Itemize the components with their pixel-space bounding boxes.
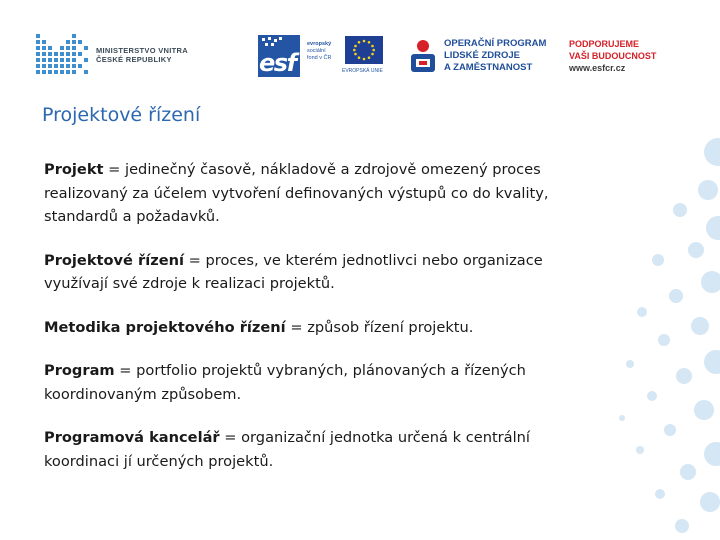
op-line-3: A ZAMĚSTNANOST	[444, 62, 533, 73]
op-line-1: OPERAČNÍ PROGRAM	[444, 38, 547, 49]
support-url[interactable]: www.esfcr.cz	[569, 63, 626, 73]
esf-sub-3: fond v ČR	[307, 55, 332, 61]
definitions	[44, 158, 604, 493]
support-line-1: PODPORUJEME	[569, 39, 640, 49]
eu-flag-icon	[345, 36, 383, 64]
ministry-logo	[36, 34, 196, 78]
esf-subtitle	[307, 41, 331, 62]
esf-logo	[258, 35, 394, 77]
definition-term: Program	[44, 362, 115, 379]
esf-sub-2: sociální	[307, 48, 326, 54]
header	[0, 0, 720, 95]
esf-word: esf	[259, 49, 296, 77]
op-lzz-logo	[408, 35, 558, 79]
esf-sub-1: evropský	[307, 41, 332, 47]
definition-term: Metodika projektového řízení	[44, 318, 286, 336]
esf-mark	[258, 35, 300, 77]
definition-term: Projektové řízení	[44, 251, 185, 269]
definition-projektove-rizeni	[44, 249, 604, 296]
op-lzz-text	[444, 38, 546, 74]
ministry-dots-icon	[36, 34, 92, 78]
ministry-line-1: MINISTERSTVO VNITRA	[96, 46, 188, 55]
support-slogan	[569, 38, 656, 74]
ministry-name	[96, 46, 188, 64]
support-line-2: VAŠI BUDOUCNOST	[569, 51, 657, 61]
definition-text: = proces, ve kterém jednotlivci nebo organizace využívají své zdroje k realizaci projektů.	[44, 251, 543, 292]
definition-text: = jedinečný časově, nákladově a zdrojově omezený proces realizovaný za účelem vytvoření definovaných výstupů co do kvality, standardů a požadavků.	[44, 161, 549, 225]
definition-text: = organizační jednotka určená k centrální koordinaci jí určených projektů.	[44, 429, 530, 470]
definition-term: Programová kancelář	[44, 429, 220, 446]
page-title: Projektové řízení	[42, 104, 201, 126]
ministry-line-2: ČESKÉ REPUBLIKY	[96, 55, 172, 64]
op-lzz-person-icon	[408, 37, 438, 75]
eu-label: EVROPSKÁ UNIE	[342, 68, 383, 74]
definition-programova-kancelar	[44, 426, 604, 473]
op-line-2: LIDSKÉ ZDROJE	[444, 50, 521, 61]
definition-program	[44, 359, 604, 406]
definition-text: = portfolio projektů vybraných, plánovaných a řízených koordinovaným způsobem.	[44, 362, 526, 403]
definition-metodika	[44, 316, 604, 340]
definition-term: Projekt	[44, 161, 104, 178]
decorative-dots-icon	[600, 100, 720, 540]
definition-projekt	[44, 158, 604, 229]
definition-text: = způsob řízení projektu.	[285, 318, 474, 336]
